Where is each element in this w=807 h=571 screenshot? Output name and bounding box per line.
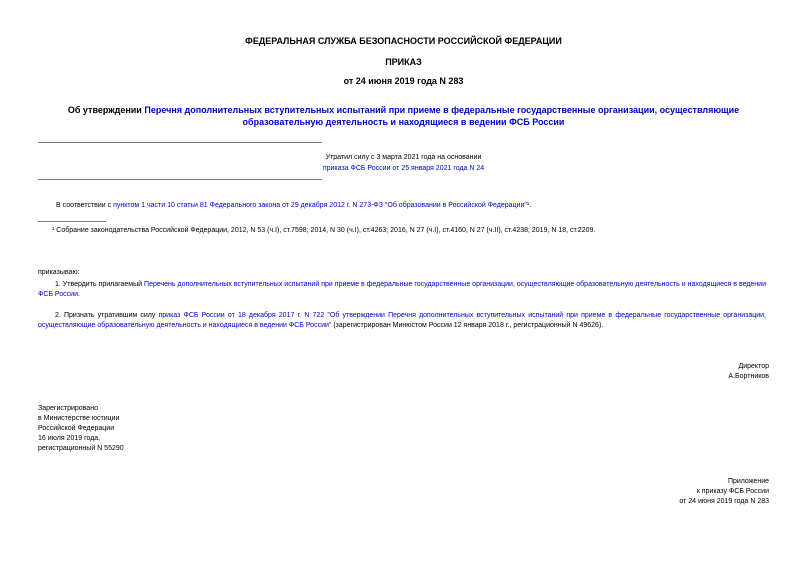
appendix-line-1: Приложение xyxy=(727,478,769,485)
order-item-2-link[interactable]: приказ ФСБ России от 18 декабря 2017 г. N 722 "Об утверждении Перечня дополнительных вступительных испытаний при приеме в федеральные государственные организации, осуществляющие образовательную деятельность и находящиеся в ведении ФСБ России" xyxy=(38,312,766,329)
signature xyxy=(728,362,769,382)
doc-title-prefix: Об утверждении xyxy=(67,105,145,115)
registration-line-2: в Министерстве юстиции xyxy=(38,415,120,422)
signature-name: А.Бортников xyxy=(728,373,769,380)
preamble-link[interactable]: пунктом 1 части 10 статьи 81 Федерального закона от 29 декабря 2012 г. N 273-ФЗ "Об образовании в Российской Федерации" xyxy=(113,202,527,209)
appendix-line-2: к приказу ФСБ России xyxy=(696,488,769,495)
registration-line-1: Зарегистрировано xyxy=(38,405,98,412)
footnote-text: Собрание законодательства Российской Федерации, 2012, N 53 (ч.I), ст.7598; 2014, N 30 (ч.I), ст.4263; 2016, N 27 (ч.I), ст.4160, N 27 (ч.II), ст.4238; 2019, N 18, ст.2209. xyxy=(56,227,596,234)
preamble xyxy=(56,201,766,211)
registration-line-3: Российской Федерации xyxy=(38,425,115,432)
order-item-2-suffix: (зарегистрирован Минюстом России 12 января 2018 г., регистрационный N 49626). xyxy=(331,322,604,329)
order-item-1-link[interactable]: Перечень дополнительных вступительных испытаний при приеме в федеральные государственные организации, осуществляющие образовательную деятельность и находящиеся в ведении ФСБ России xyxy=(38,281,766,298)
registration-block xyxy=(38,404,124,454)
preamble-prefix: В соответствии с xyxy=(56,202,114,209)
status-note-link[interactable]: приказа ФСБ России от 25 января 2021 года N 24 xyxy=(322,165,485,172)
order-item-2-prefix: 2. Признать утратившим силу xyxy=(55,312,159,319)
footnote-mark: ¹ xyxy=(52,227,55,234)
doc-date-number: от 24 июня 2019 года N 283 xyxy=(343,76,464,86)
order-item-2 xyxy=(38,311,766,331)
preamble-suffix: ¹. xyxy=(526,202,532,209)
footnote-rule xyxy=(38,221,106,222)
appendix-line-3: от 24 июня 2019 года N 283 xyxy=(679,498,769,505)
registration-line-4: 16 июля 2019 года, xyxy=(38,435,101,442)
order-lead: приказываю: xyxy=(38,269,80,276)
doc-type: ПРИКАЗ xyxy=(385,57,422,67)
rule-top xyxy=(38,142,322,143)
doc-title xyxy=(60,104,747,128)
registration-line-5: регистрационный N 55290 xyxy=(38,445,124,452)
appendix-block xyxy=(679,477,769,507)
order-item-1-suffix: . xyxy=(78,291,80,298)
agency-name: ФЕДЕРАЛЬНАЯ СЛУЖБА БЕЗОПАСНОСТИ РОССИЙСКОЙ ФЕДЕРАЦИИ xyxy=(245,36,562,46)
rule-bottom xyxy=(38,179,322,180)
status-note-line1: Утратил силу с 3 марта 2021 года на основании xyxy=(325,154,482,161)
order-item-1-prefix: 1. Утвердить прилагаемый xyxy=(55,281,145,288)
order-item-1 xyxy=(38,280,766,300)
status-note-line2 xyxy=(0,164,807,174)
signature-position: Директор xyxy=(738,363,769,370)
doc-title-link[interactable]: Перечня дополнительных вступительных испытаний при приеме в федеральные государственные организации, осуществляющие образовательную деятельность и находящиеся в ведении ФСБ России xyxy=(144,105,740,127)
footnote xyxy=(52,226,767,236)
